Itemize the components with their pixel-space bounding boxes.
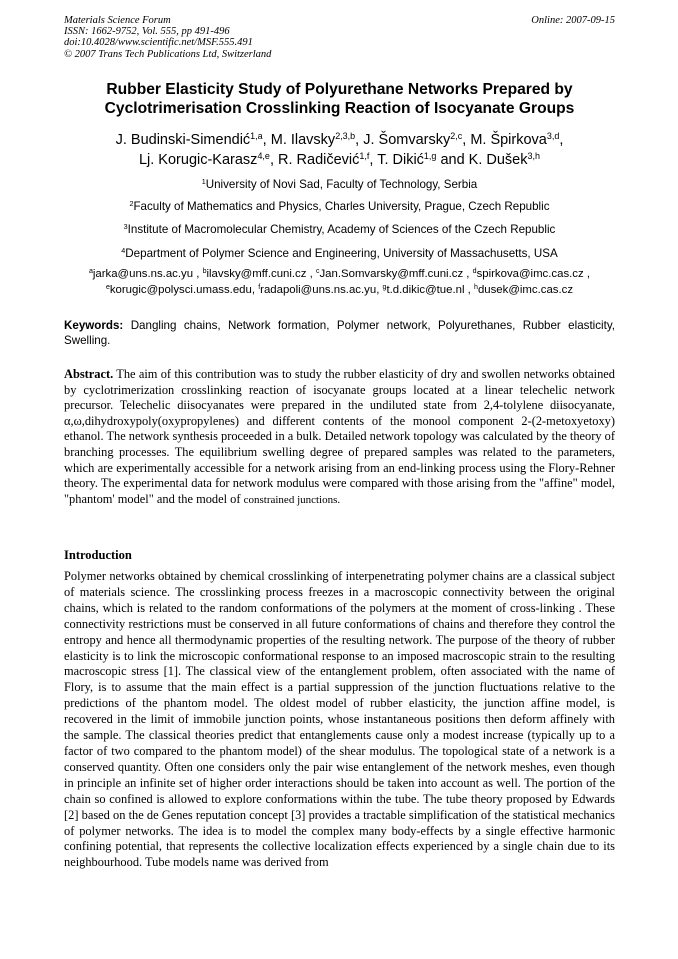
- keywords: [64, 319, 615, 348]
- keywords-text: Dangling chains, Network formation, Polymer network, Polyurethanes, Rubber elasticity, Swelling.: [64, 319, 615, 347]
- email-list: [64, 266, 615, 298]
- email-entry: $^b$ilavsky@mff.cuni.cz ,: [202, 268, 316, 280]
- email-entry: $^h$dusek@imc.cas.cz: [474, 284, 574, 296]
- keywords-label: Keywords:: [64, 319, 124, 332]
- introduction-text: Polymer networks obtained by chemical crosslinking of interpenetrating polymer chains are a classical subject of materials science. The crosslinking process freezes in a macroscopic connectivity between the original chains, which is related to the random conformations of the polymers at the moment of cross-linking . These connectivity restrictions must be conserved in all future conformations of chains and therefore they control the entropy and hence all thermodynamic properties of the resulting network. The purpose of the theory of rubber elasticity is to link the microscopic conformational response to an imposed macroscopic strain to the resulting macroscopic stress [1]. The classical view of the entanglement problem, often associated with the name of Flory, is to assume that the main effect is a partial suppression of the junction fluctuations relative to the predictions of the phantom model. The oldest model of rubber elasticity, the junction affine model, is recovered in the limit of immobile junction points, whose instantaneous positions then deform affinely with the sample. The classical theories predict that entanglements cause only a modest increase (typically up to a factor of two compared to the phantom model) of the shear modulus. The topological state of a network is a conserved quantity. Often one considers only the pair wise entanglement of the network meshes, even though in principle an infinite set of higher order interactions should be taken into account as well. The portion of the chain so confined is allowed to explore conformations within the tube. The tube theory proposed by Edwards [2] based on the de Genes reputation concept [3] provides a tractable simplification of the statistical mechanics of polymer networks. The idea is to model the complex many body-effects by a single effective harmonic confining potential, that represents the collective localization effects experienced by a single chain due to its neighbourhood. Tube models name was derived from: [64, 569, 615, 870]
- email-entry: $^d$spirkova@imc.cas.cz ,: [472, 268, 591, 280]
- paper-title: Rubber Elasticity Study of Polyurethane Networks Prepared by Cyclotrimerisation Crosslinking Reaction of Isocyanate Groups: [104, 81, 575, 117]
- author: T. Dikić$^{1,g}$ and: [377, 151, 469, 168]
- abstract: [64, 367, 615, 508]
- journal-issn: ISSN: 1662-9752, Vol. 555, pp 491-496: [64, 26, 230, 38]
- author: J. Budinski-Simendić$^{1,a}$,: [115, 131, 271, 148]
- section-heading: Introduction: [64, 548, 132, 562]
- abstract-tail: constrained junctions.: [243, 493, 341, 506]
- author: J. Šomvarsky$^{2,c}$,: [363, 131, 471, 148]
- email-entry: $^g$t.d.dikic@tue.nl ,: [382, 284, 475, 296]
- author: Lj. Korugic-Karasz$^{4,e}$,: [138, 151, 278, 168]
- affiliation: $^1$University of Novi Sad, Faculty of Technology, Serbia: [201, 177, 478, 191]
- journal-doi: doi:10.4028/www.scientific.net/MSF.555.491: [64, 37, 253, 49]
- journal-copyright: © 2007 Trans Tech Publications Ltd, Switzerland: [64, 48, 272, 60]
- journal-name: Materials Science Forum: [64, 15, 171, 26]
- author: R. Radičević$^{1,f}$,: [278, 151, 378, 168]
- email-entry: $^a$jarka@uns.ns.ac.yu ,: [88, 268, 203, 280]
- abstract-text: The aim of this contribution was to study the rubber elasticity of dry and swollen networks obtained by cyclotrimerization crosslinking reaction of isocyanate groups located at a linear telechelic network precursor. Telechelic diisocyanates were prepared in the undiluted state from 2,4-tolylene diisocyanate, α,ω,dihydroxypoly(oxypropylenes) and different contents of the monool component 2-(2-metoxyetoxy) ethanol. The network synthesis proceeded in a bulk. Detailed network topology was calculated by the theory of branching processes. The equilibrium swelling degree of prepared samples was related to the parameters, which are experimentally accessible for a network arising from an end-linking process using the Flory-Rehner theory. The experimental data for network modulus were compared with those arising from the "affine" model, "phantom' model" and the model of: [64, 367, 615, 506]
- author-list: [64, 130, 615, 170]
- affiliation: $^2$Faculty of Mathematics and Physics, Charles University, Prague, Czech Republic: [129, 199, 550, 213]
- affiliation: $^4$Department of Polymer Science and Engineering, University of Massachusetts, USA: [121, 246, 558, 260]
- affiliation: $^3$Institute of Macromolecular Chemistry, Academy of Sciences of the Czech Republic: [123, 222, 556, 236]
- email-entry: $^e$korugic@polysci.umass.edu,: [105, 284, 259, 296]
- author: K. Dušek$^{3,h}$: [468, 151, 541, 168]
- author: M. Ilavsky$^{2,3,b}$,: [270, 131, 364, 148]
- journal-header: [64, 15, 271, 60]
- online-date: Online: 2007-09-15: [531, 15, 615, 26]
- email-entry: $^c$Jan.Somvarsky@mff.cuni.cz ,: [315, 268, 473, 280]
- abstract-label: Abstract.: [64, 367, 114, 381]
- email-entry: $^f$radapoli@uns.ns.ac.yu,: [258, 284, 383, 296]
- author: M. Špirkova$^{3,d}$,: [470, 131, 564, 148]
